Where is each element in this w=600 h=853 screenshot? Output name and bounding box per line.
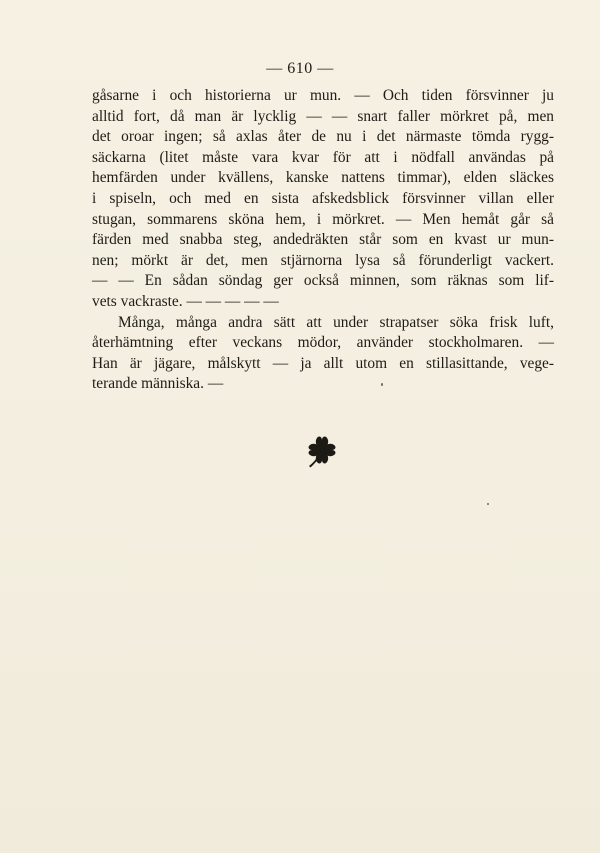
text-line: Många, många andra sätt att under strapatser söka frisk luft, <box>118 313 554 331</box>
clover-leaf-icon <box>300 430 344 474</box>
text-line: det oroar ingen; så axlas åter de nu i det närmaste tömda rygg- <box>92 128 554 146</box>
text-line: återhämtning efter veckans mödor, använder stockholmaren. — <box>92 334 554 352</box>
text-line: vets vackraste. — — — — — <box>92 292 279 310</box>
text-line: säckarna (litet måste vara kvar för att i nödfall användas på <box>92 148 554 166</box>
text-line: hemfärden under kvällens, kanske nattens timmar), elden släckes <box>92 169 554 187</box>
text-line: gåsarne i och historierna ur mun. — Och tiden försvinner ju <box>92 87 554 104</box>
text-line: färden med snabba steg, andedräkten står som en kvast ur mun- <box>92 231 554 249</box>
text-line: Han är jägare, målskytt — ja allt utom en stillasittande, vege- <box>92 354 554 372</box>
text-line: terande människa. — <box>92 375 224 393</box>
text-line: stugan, sommarens sköna hem, i mörkret. — Men hemåt går så <box>92 210 554 228</box>
text-line: alltid fort, då man är lycklig — — snart faller mörkret på, men <box>92 107 554 125</box>
text-line: — — En sådan söndag ger också minnen, som räknas som lif- <box>92 272 554 290</box>
body-text <box>92 86 554 395</box>
text-line: nen; mörkt är det, men stjärnorna lysa så förunderligt vackert. <box>92 251 554 269</box>
paper-speck <box>381 383 383 386</box>
paper-speck <box>487 503 489 505</box>
text-line: i spiseln, och med en sista afskedsblick försvinner villan eller <box>92 189 554 207</box>
page-number: — 610 — <box>266 60 334 77</box>
